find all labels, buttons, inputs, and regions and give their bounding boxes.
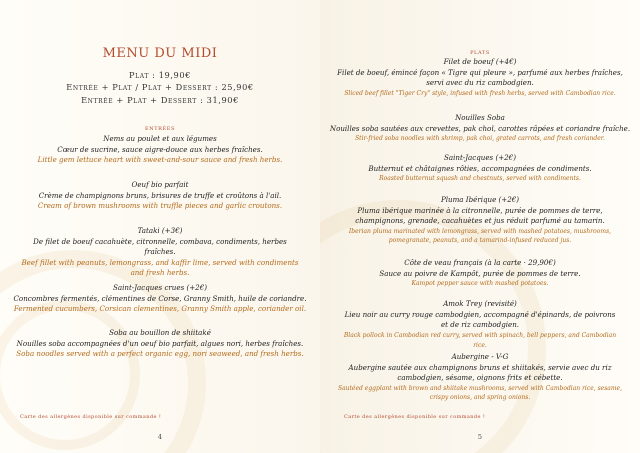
dish-description: Nouilles soba accompagnées d'un oeuf bio parfait, algues nori, herbes fraîches. (16, 338, 304, 348)
allergen-note: Carte des allergènes disponible sur commande ! (20, 414, 162, 420)
page-number: 4 (157, 433, 163, 441)
page-number: 5 (477, 433, 483, 441)
dish-item (320, 299, 640, 352)
dish-item (0, 180, 320, 212)
allergen-note: Carte des allergènes disponible sur commande ! (344, 414, 486, 420)
right-page (320, 0, 640, 453)
dish-item (320, 258, 640, 290)
dish-item (320, 352, 640, 402)
dish-translation: Sautéed eggplant with brown and shiitake mushrooms, served with Cambodian rice, sesame, crispy onions, and spring onions. (337, 384, 623, 401)
price-line: Plat : 19,90€ (129, 70, 191, 80)
dish-translation: Kampot pepper sauce with mashed potatoes. (411, 280, 549, 287)
dish-translation: Iberian pluma marinated with lemongrass, served with mashed potatoes, mushrooms, pomegranate, peanuts, and a tamarind-infused reduced jus. (348, 227, 612, 244)
dish-translation: Little gem lettuce heart with sweet-and-sour sauce and fresh herbs. (37, 155, 283, 164)
dish-translation: Black pollock in Cambodian red curry, served with spinach, bell peppers, and Cambodian rice. (343, 331, 617, 349)
dish-item (320, 153, 640, 185)
price-line: Entrée + Plat / Plat + Dessert : 25,90€ (66, 82, 254, 92)
dish-name: Soba au bouillon de shiitaké (109, 328, 211, 337)
dish-description: Aubergine sautée aux champignons bruns et shiitakés, servie avec du riz cambodgien, sésame, oignons frits et cébette. (348, 362, 612, 382)
dish-item (0, 226, 320, 279)
dish-description: Crème de champignons bruns, brisures de truffe et croûtons à l'ail. (38, 190, 282, 200)
dish-translation: Fermented cucumbers, Corsican clementines, Granny Smith apple, coriander oil. (13, 304, 307, 313)
dish-item (320, 195, 640, 245)
dish-description: Lieu noir au curry rouge cambodgien, accompagné d'épinards, de poivrons et de riz cambodgien. (344, 309, 616, 329)
menu-title: MENU DU MIDI (102, 46, 218, 61)
dish-description: Sauce au poivre de Kampôt, purée de pommes de terre. (379, 268, 581, 278)
dish-name: Aubergine - V-G (451, 352, 509, 361)
dish-translation: Cream of brown mushrooms with truffle pieces and garlic croutons. (37, 201, 283, 210)
dish-description: Filet de boeuf, émincé façon « Tigre qui pleure », parfumé aux herbes fraîches, servi avec du riz cambodgien. (337, 67, 623, 87)
dish-name: Saint-Jacques crues (+2€) (113, 283, 207, 292)
dish-description: Pluma ibérique marinée à la citronnelle, purée de pommes de terre, champignons, grenade, cacahuètes et jus réduit parfumé au tamarin. (355, 205, 605, 225)
dish-description: Concombres fermentés, clémentines de Corse, Granny Smith, huile de coriandre. (13, 293, 307, 303)
dish-name: Nouilles Soba (455, 113, 505, 122)
dish-translation: Roasted butternut squash and chestnuts, served with condiments. (379, 175, 581, 182)
dish-name: Saint-Jacques (+2€) (444, 153, 516, 162)
dish-item (320, 113, 640, 145)
dish-name: Amok Trey (revisité) (443, 299, 517, 308)
dish-name: Nems au poulet et aux légumes (103, 134, 217, 143)
section-heading-entrees: entrées (144, 123, 176, 132)
dish-translation: Beef fillet with peanuts, lemongrass, and kaffir lime, served with condiments and fresh herbs. (21, 257, 299, 277)
dish-translation: Sliced beef fillet "Tiger Cry" style, infused with fresh herbs, served with Cambodian rice. (344, 89, 616, 97)
dish-item (0, 134, 320, 166)
section-heading-plats: plats (470, 47, 490, 56)
dish-translation: Stir-fried soba noodles with shrimp, pak choi, grated carrots, and fresh coriander. (355, 135, 605, 142)
dish-description: Nouilles soba sautées aux crevettes, pak choï, carottes râpées et coriandre fraîche. (329, 123, 631, 133)
dish-description: De filet de boeuf cacahuète, citronnelle, combava, condiments, herbes fraîches. (33, 236, 287, 256)
dish-item (320, 57, 640, 99)
dish-item (0, 283, 320, 315)
dish-name: Côte de veau français (à la carte · 29,90€) (404, 258, 556, 267)
dish-name: Filet de boeuf (+4€) (443, 57, 517, 66)
dish-name: Tataki (+3€) (137, 226, 183, 235)
dish-name: Oeuf bio parfait (131, 180, 189, 189)
dish-item (0, 328, 320, 360)
dish-name: Pluma Ibérique (+2€) (440, 195, 520, 204)
dish-translation: Soba noodles served with a perfect organic egg, nori seaweed, and fresh herbs. (16, 349, 304, 358)
dish-description: Butternut et châtaignes rôties, accompagnées de condiments. (368, 163, 592, 173)
dish-description: Cœur de sucrine, sauce aigre-douce aux herbes fraîches. (57, 144, 263, 154)
price-line: Entrée + Plat + Dessert : 31,90€ (81, 95, 239, 105)
